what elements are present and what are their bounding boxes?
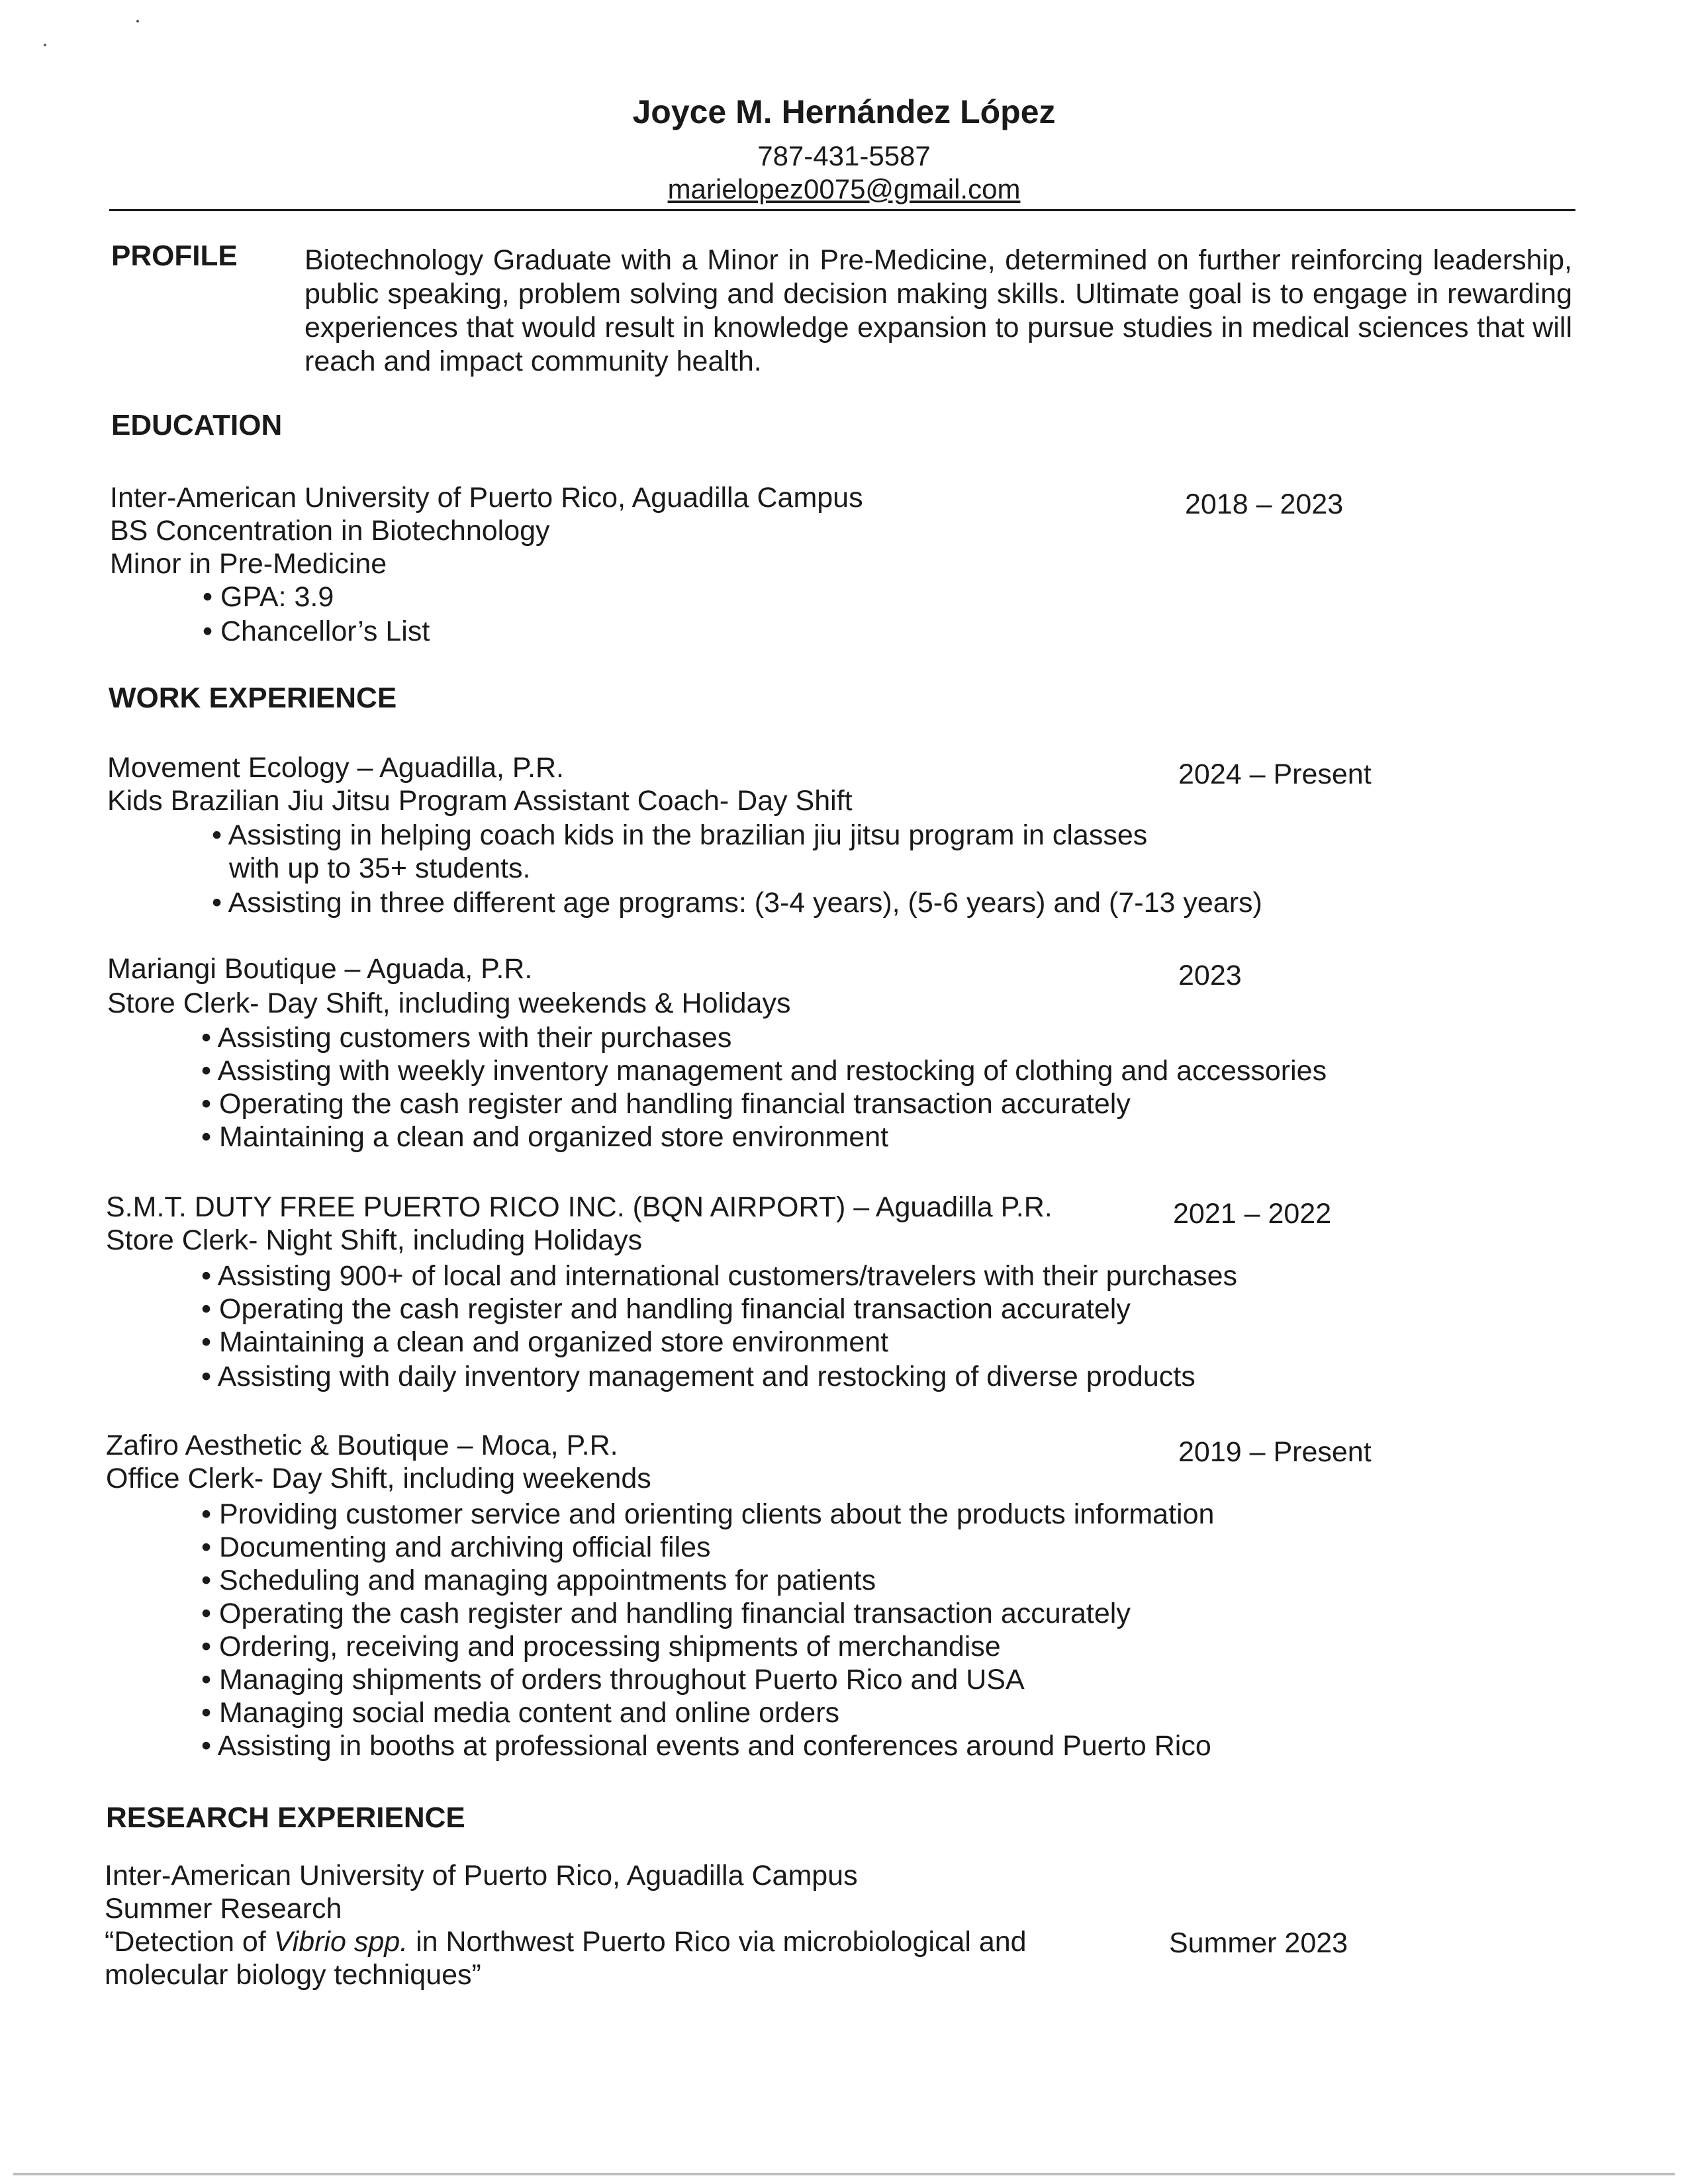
job-4-bullet: • Assisting in booths at professional events and conferences around Puerto Rico (201, 1730, 1211, 1762)
job-4-bullet: • Ordering, receiving and processing shipments of merchandise (201, 1631, 1001, 1662)
research-heading: RESEARCH EXPERIENCE (106, 1801, 465, 1834)
research-title-pre: “Detection of (105, 1926, 274, 1958)
work-heading: WORK EXPERIENCE (109, 682, 397, 714)
education-heading: EDUCATION (111, 409, 283, 441)
research-institution: Inter-American University of Puerto Rico, Aguadilla Campus (105, 1860, 858, 1891)
job-4-bullet: • Managing shipments of orders throughout Puerto Rico and USA (201, 1664, 1025, 1696)
job-1-bullet: • Assisting in three different age programs: (3-4 years), (5-6 years) and (7-13 years) (212, 887, 1262, 919)
job-2-dates: 2023 (1178, 960, 1242, 991)
job-1-role: Kids Brazilian Jiu Jitsu Program Assistant Coach- Day Shift (107, 785, 853, 817)
job-2-bullet: • Maintaining a clean and organized store environment (201, 1121, 889, 1153)
job-3-bullet: • Maintaining a clean and organized store environment (201, 1326, 889, 1358)
job-3-bullet: • Assisting 900+ of local and international customers/travelers with their purchases (201, 1260, 1238, 1292)
job-3-bullet: • Operating the cash register and handling financial transaction accurately (201, 1293, 1131, 1325)
job-3-role: Store Clerk- Night Shift, including Holidays (106, 1224, 643, 1256)
job-2-bullet: • Operating the cash register and handling financial transaction accurately (201, 1088, 1131, 1120)
job-4-bullet: • Documenting and archiving official files (201, 1531, 711, 1563)
job-3-dates: 2021 – 2022 (1173, 1198, 1332, 1230)
job-1-dates: 2024 – Present (1178, 758, 1372, 790)
job-4-dates: 2019 – Present (1178, 1436, 1372, 1468)
job-2-bullet: • Assisting customers with their purchases (201, 1022, 732, 1054)
job-4-bullet: • Managing social media content and online orders (201, 1697, 840, 1729)
profile-heading: PROFILE (111, 240, 238, 272)
education-degree: BS Concentration in Biotechnology (110, 515, 550, 547)
education-bullet-chancellor: • Chancellor’s List (203, 615, 430, 647)
email-address (0, 173, 1688, 205)
job-3-bullet: • Assisting with daily inventory management and restocking of diverse products (201, 1361, 1196, 1392)
resume-name: Joyce M. Hernández López (632, 93, 1056, 130)
scan-speck (44, 44, 46, 46)
research-title-line-1 (105, 1926, 1027, 1958)
scan-edge-line (13, 2173, 1675, 2175)
job-2-role: Store Clerk- Day Shift, including weekends & Holidays (107, 987, 791, 1019)
job-4-role: Office Clerk- Day Shift, including weekends (106, 1463, 651, 1494)
job-4-bullet: • Scheduling and managing appointments for patients (201, 1565, 876, 1596)
education-minor: Minor in Pre-Medicine (110, 548, 387, 580)
scan-speck (136, 20, 139, 23)
profile-text: Biotechnology Graduate with a Minor in Pre-Medicine, determined on further reinforcing leadership, public speaking, problem solving and decision making skills. Ultimate goal is to engage in rewarding experiences that would result in knowledge expansion to pursue studies in medical sciences that will reach and impact community health. (305, 244, 1572, 377)
job-2-employer: Mariangi Boutique – Aguada, P.R. (107, 953, 533, 985)
education-dates: 2018 – 2023 (1185, 488, 1344, 520)
research-title-post: in Northwest Puerto Rico via microbiological and (408, 1926, 1027, 1958)
research-title-species: Vibrio spp. (273, 1926, 408, 1958)
job-1-bullet: with up to 35+ students. (229, 852, 531, 884)
header-divider (109, 209, 1575, 211)
education-school: Inter-American University of Puerto Rico, Aguadilla Campus (110, 482, 863, 514)
job-2-bullet: • Assisting with weekly inventory management and restocking of clothing and accessories (201, 1055, 1327, 1087)
education-bullet-gpa: • GPA: 3.9 (203, 581, 334, 613)
job-4-employer: Zafiro Aesthetic & Boutique – Moca, P.R. (106, 1430, 618, 1461)
email-link[interactable]: marielopez0075@gmail.com (667, 173, 1021, 205)
research-dates: Summer 2023 (1169, 1927, 1348, 1959)
job-3-employer: S.M.T. DUTY FREE PUERTO RICO INC. (BQN AIRPORT) – Aguadilla P.R. (106, 1191, 1053, 1223)
phone-number: 787-431-5587 (757, 140, 931, 171)
job-4-bullet: • Providing customer service and orienting clients about the products information (201, 1498, 1215, 1530)
research-title-line-2: molecular biology techniques” (105, 1959, 481, 1991)
research-program: Summer Research (105, 1893, 342, 1925)
job-1-bullet: • Assisting in helping coach kids in the brazilian jiu jitsu program in classes (212, 819, 1148, 851)
job-4-bullet: • Operating the cash register and handling financial transaction accurately (201, 1598, 1131, 1629)
job-1-employer: Movement Ecology – Aguadilla, P.R. (107, 752, 564, 784)
